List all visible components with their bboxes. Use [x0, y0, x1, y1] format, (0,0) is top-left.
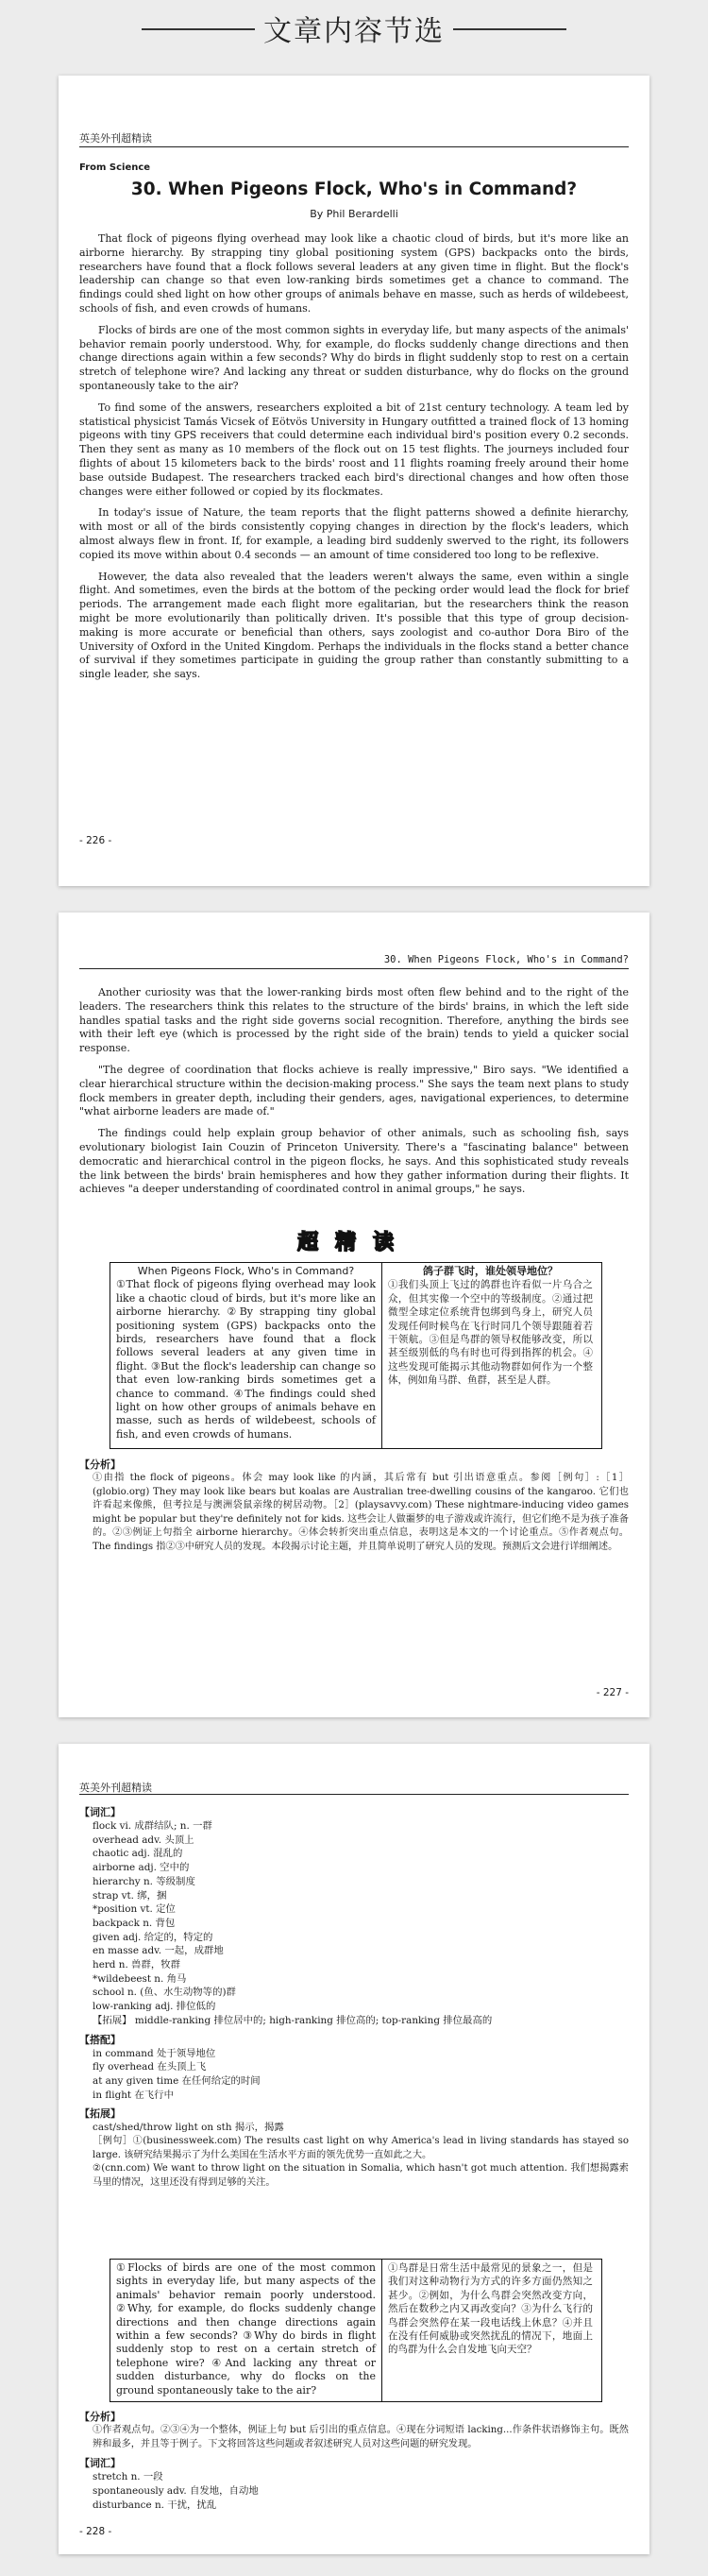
reading-box [110, 1262, 602, 1449]
book-page-226 [59, 76, 649, 886]
section-title: 超精读 [296, 1231, 411, 1254]
vocab-item: *wildebeest n. 角马 [93, 1972, 187, 1985]
page-number: - 227 - [596, 1687, 629, 1698]
vocab-list [79, 2470, 629, 2512]
analysis-text: ①作者观点句。②③④为一个整体，例证上句 but 后引出的重点信息。④现在分词短语 lacking...作条件状语修饰主句。既然辨和最多，并且等于例子。下文将回答这些问题或者叙述研究人员对这些问题的研究发现。 [93, 2425, 629, 2449]
box-english-title: When Pigeons Flock, Who's in Command? [137, 1265, 355, 1277]
page-number: - 228 - [79, 2526, 112, 2537]
box-chinese-text: ①我们头顶上飞过的鸽群也许看似一片乌合之众，但其实像一个空中的等级制度。②通过把微型全球定位系统背包绑到鸟身上，研究人员发现任何时候鸟在飞行时同几个领导跟随着若干领航。③但是鸟群的领导权能够改变，所以甚至级别低的鸟有时也可得到指挥的机会。④这些发现可能揭示其他动物群如何作为一个整体，例如角马群、鱼群，甚至是人群。 [388, 1279, 593, 1387]
vocab-item: en masse adv. 一起，成群地 [93, 1945, 224, 1957]
header-rule [79, 968, 629, 969]
vocab-label: 【词汇】 [79, 1806, 121, 1818]
extension-head: cast/shed/throw light on sth 揭示，揭露 [93, 2122, 284, 2134]
vocab-item: low-ranking adj. 排位低的 [93, 2001, 216, 2013]
book-page-228 [59, 1744, 649, 2554]
article-byline: By Phil Berardelli [310, 208, 398, 220]
box-chinese-title: 鸽子群飞时，谁处领导地位？ [423, 1265, 558, 1277]
paragraph: Another curiosity was that the lower-ranking birds most often flew behind and to the right of the leaders. The researchers think this relates to the structure of the birds' brains, in which the left side handles spatial tasks and the right side governs social recognition. Therefore, anything the birds see with their left eye (which is processed by the right side of the brain) tends to yield a quicker social response. [79, 986, 629, 1055]
box-english [110, 1263, 382, 1448]
book-page-227 [59, 913, 649, 1717]
box-english-text: ①That flock of pigeons flying overhead may look like a chaotic cloud of birds, but it's more like an airborne hierarchy. ②By strapping tiny global positioning system (GPS) backpacks onto the birds, researchers have found that a flock follows several leaders at any given time in flight. ③But the flock's leadership can change so that even low-ranking birds sometimes get a chance to command. ④The findings could shed light on how other groups of animals behave en masse, such as herds of wildebeest, schools of fish, and even crowds of humans. [116, 1278, 376, 1441]
collocation-list [79, 2047, 629, 2103]
analysis-label: 【分析】 [79, 1459, 121, 1471]
collocation-item: at any given time 在任何给定的时间 [93, 2074, 261, 2087]
paragraph: To find some of the answers, researchers exploited a bit of 21st century technology. A team led by statistical physicist Tamás Vicsek of Eötvös University in Hungary outfitted a trained flock of 13 homing pigeons with tiny GPS receivers that could determine each individual bird's position every 0.2 seconds. Then they sent as many as 10 members of the flock out on 15 test flights. The journeys included four flights of about 15 kilometers back to the birds' roost and 11 flights roaming freely around their home base outside Budapest. The researchers tracked each bird's directional changes and how often those changes were either followed or copied by its flockmates. [79, 401, 629, 498]
running-head: 30. When Pigeons Flock, Who's in Command? [383, 954, 629, 965]
vocab-item: given adj. 给定的，特定的 [93, 1931, 213, 1943]
vocab-list [79, 1819, 629, 2028]
extension-block [79, 2121, 629, 2190]
paragraph: In today's issue of Nature, the team reports that the flight patterns showed a definite hierarchy, with most or all of the birds consistently copying changes in direction by the flock's leaders, which almost always flew in front. If, for example, a leading bird suddenly swerved to the right, its followers copied its move within about 0.4 seconds — an amount of time considered too long to be reflexive. [79, 506, 629, 561]
extension-example: ②(cnn.com) We want to throw light on the situation in Somalia, which hasn't got much attention. 我们想揭露索马里的情况，这里还没有得到足够的关注。 [93, 2163, 629, 2188]
collocation-label: 【搭配】 [79, 2033, 121, 2046]
vocab-item: disturbance n. 干扰，扰乱 [93, 2499, 217, 2511]
vocab-label: 【词汇】 [79, 2457, 121, 2470]
article-title: 30. When Pigeons Flock, Who's in Command? [130, 179, 578, 199]
vocab-item: hierarchy n. 等级制度 [93, 1875, 195, 1887]
section-heading [59, 1226, 649, 1255]
paragraph: The findings could help explain group behavior of other animals, such as schooling fish, says evolutionary biologist Iain Couzin of Princeton University. There's a "fascinating balance" between democratic and hierarchical control in the pigeon flocks, he says. And this sophisticated study reveals the link between the birds' brain hemispheres and how they gather information during their flights. It achieves "a deeper understanding of coordinated control in animal groups," he says. [79, 1127, 629, 1196]
vocab-item: school n. (鱼、水生动物等的)群 [93, 1987, 236, 1999]
collocation-item: in flight 在飞行中 [93, 2089, 174, 2101]
reading-box [110, 2259, 602, 2402]
analysis-section [79, 1453, 629, 1555]
vocab-item: flock vi. 成群结队; n. 一群 [93, 1820, 212, 1832]
vocab-section [79, 1800, 629, 2190]
running-head: 英美外刊超精读 [79, 132, 152, 145]
vocab-item: overhead adv. 头顶上 [93, 1834, 194, 1846]
box-chinese-text: ①鸟群是日常生活中最常见的景象之一，但是我们对这种动物行为方式的许多方面仍然知之甚少。②例如，为什么鸟群会突然改变方向，然后在数秒之内又再改变向？③为什么飞行的鸟群会突然停在某一段电话线上休息？④并且在没有任何威胁或突然扰乱的情况下，地面上的鸟群为什么会自发地飞向天空？ [388, 2262, 593, 2356]
vocab-item: airborne adj. 空中的 [93, 1862, 190, 1874]
box-english [110, 2260, 382, 2401]
article-body [79, 232, 629, 690]
banner-rule-right [453, 28, 566, 30]
vocab-item: herd n. 兽群，牧群 [93, 1959, 181, 1971]
vocab-item: chaotic adj. 混乱的 [93, 1848, 183, 1860]
top-banner [0, 0, 708, 59]
vocab-item: strap vt. 绑，捆 [93, 1889, 167, 1902]
header-rule [79, 1794, 629, 1795]
analysis-label: 【分析】 [79, 2411, 121, 2423]
vocab-item: stretch n. 一段 [93, 2471, 163, 2483]
box-chinese [382, 2260, 598, 2401]
paragraph: Flocks of birds are one of the most common sights in everyday life, but many aspects of the animals' behavior remain poorly understood. Why, for example, do flocks suddenly change directions and then change directions again within a few seconds? Why do birds in flight suddenly stop to rest on a certain stretch of telephone wire? And lacking any threat or sudden disturbance, why do flocks on the ground spontaneously take to the air? [79, 323, 629, 392]
box-english-text: ①Flocks of birds are one of the most common sights in everyday life, but many aspects of the animals' behavior remain poorly understood. ②Why, for example, do flocks suddenly change directions and then change directions again within a few seconds? ③Why do birds in flight suddenly stop to rest on a certain stretch of telephone wire? ④And lacking any threat or sudden disturbance, why do flocks on the ground spontaneously take to the air? [116, 2261, 376, 2397]
banner-title: 文章内容节选 [263, 15, 445, 48]
paragraph: "The degree of coordination that flocks achieve is really impressive," Biro says. "We identified a clear hierarchical structure within the decision-making process." She says the team next plans to study flock members in greater depth, including their genders, ages, navigational experiences, to determine "what airborne leaders are made of." [79, 1063, 629, 1118]
analysis-section [79, 2405, 629, 2512]
extension-label: 【拓展】 [79, 2107, 121, 2121]
box-chinese [382, 1263, 598, 1448]
paragraph: However, the data also revealed that the leaders weren't always the same, even within a single flight. And sometimes, even the birds at the bottom of the pecking order would lead the flock for brief periods. The arrangement made each flight more egalitarian, but the researchers think the reason might be more evolutionarily than politically driven. It's possible that this type of group decision-making is more accurate or beneficial than others, says zoologist and co-author Dora Biro of the University of Oxford in the United Kingdom. Perhaps the individuals in the flocks stand a better chance of survival if they sometimes participate in guiding the group rather than constantly submitting to a single leader, she says. [79, 570, 629, 681]
page-number: - 226 - [79, 835, 112, 846]
vocab-item: backpack n. 背包 [93, 1917, 176, 1929]
vocab-item: *position vt. 定位 [93, 1903, 176, 1916]
header-rule [79, 146, 629, 147]
running-head: 英美外刊超精读 [79, 1782, 152, 1794]
vocab-item: spontaneously adv. 自发地，自动地 [93, 2484, 259, 2497]
paragraph: That flock of pigeons flying overhead may look like a chaotic cloud of birds, but it's more like an airborne hierarchy. By strapping tiny global positioning system (GPS) backpacks onto the birds, researchers have found that a flock follows several leaders at any given time in flight. But the flock's leadership can change so that even low-ranking birds sometimes get a chance to command. The findings could shed light on how other groups of animals behave en masse, such as herds of wildebeest, schools of fish, and even crowds of humans. [79, 232, 629, 315]
extension-example: ［例句］①(businessweek.com) The results cast light on why America's lead in living standards has stayed so large. 该研究结果揭示了为什么美国在生活水平方面的领先优势一直如此之大。 [93, 2136, 629, 2160]
source-label: From Science [79, 162, 151, 173]
vocab-extension: 【拓展】 middle-ranking 排位居中的; high-ranking 排位高的; top-ranking 排位最高的 [93, 2014, 493, 2026]
analysis-text: ①由指 the flock of pigeons。体会 may look like 的内涵，其后常有 but 引出语意重点。参阅［例句］:［1］(globio.org) They may look like bears but koalas are Australian tree-dwelling cousins of the kangaroo. 它们也许看起来像熊，但考拉是与澳洲袋鼠亲缘的树居动物。［2］(playsavvy.com) These nightmare-inducing video games might be popular but they're definitely not for kids. 这些会让人做噩梦的电子游戏或许流行，但它们绝不是为孩子准备的。②③例证上句指全 airborne hierarchy。④体会转折突出重点信息，表明这是本文的一个讨论重点。⑤作者观点句。The findings 指②③中研究人员的发现。本段揭示讨论主题，并且简单说明了研究人员的发现。预测后文会进行详细阐述。 [93, 1473, 629, 1552]
collocation-item: in command 处于领导地位 [93, 2047, 216, 2059]
collocation-item: fly overhead 在头顶上飞 [93, 2061, 207, 2073]
article-body [79, 986, 629, 1204]
